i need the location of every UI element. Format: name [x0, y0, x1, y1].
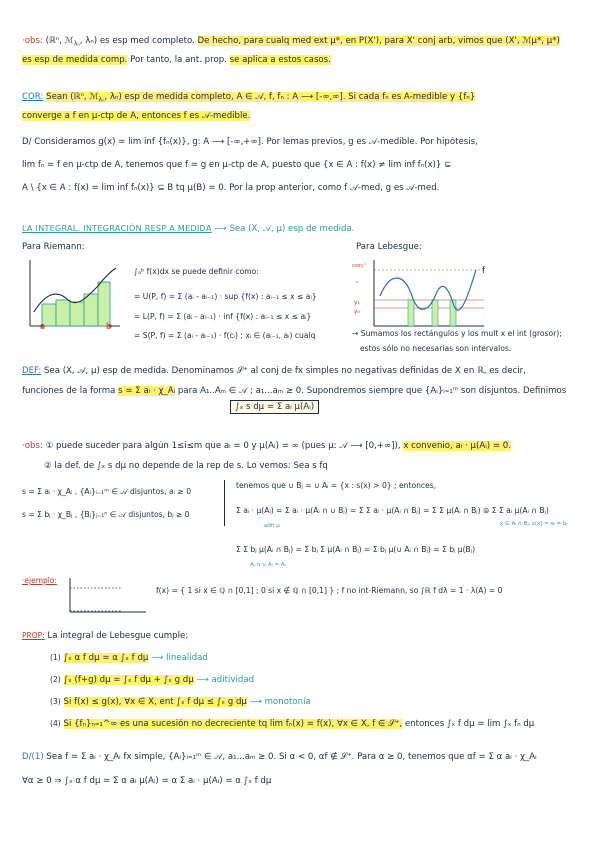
obs2-point1: ① puede suceder para algún 1≤i≤m que aᵢ = 0 y μ(Aᵢ) = ∞ (pues μ: 𝒜 ⟶ [0,+∞]), — [45, 441, 401, 451]
cor-text-a: Sean (ℝⁿ, ℳ — [46, 92, 99, 102]
prop-item-4 — [50, 718, 594, 730]
obs2-note-adit: adit μ — [264, 523, 280, 529]
def-text-1: Sea (X, 𝒜, μ) esp de medida. Denominamos 𝒮⁺ al conj de fx simples no negativas definidas de X en ℝ, es decir, — [43, 366, 526, 376]
cor-proof-3: A \ {x ∈ A : f(x) = lim inf fₙ(x)} ⊆ B tq μ(B) = 0. Por la prop anterior, como f 𝒜-med, g es 𝒜-med. — [22, 183, 440, 193]
obs2-note-2: Aᵢ ∩ ∪ Aᵢ = Aᵢ — [250, 562, 286, 568]
def-tag: DEF: — [22, 366, 42, 376]
cor-proof-2: lim fₙ = f en μ-ctp de A, tenemos que f = g en μ-ctp de A, puesto que {x ∈ A : f(x) ≠ lim inf fₙ(x)} ⊆ — [22, 160, 452, 170]
riemann-a: a — [40, 322, 46, 332]
cor-highlight-2: converge a f en μ-ctp de A, entonces f es 𝒜-medible. — [22, 111, 251, 121]
section-after: ⟶ Sea (X, 𝒜, μ) esp de medida. — [214, 224, 355, 234]
dem-line2: ∀α ≥ 0 ⇒ ∫ₓ α f dμ = Σ α aᵢ μ(Aᵢ) = α Σ aᵢ · μ(Aᵢ) = α ∫ₓ f dμ — [22, 776, 272, 786]
prop-monotonicity-note: ⟶ monotonía — [249, 697, 311, 707]
cor-proof-1: D/ Consideramos g(x) = lim inf {fₙ(x)}, g: A ⟶ [-∞,+∞]. Por lemas previos, g es 𝒜-medible. Por hipótesis, — [22, 137, 478, 147]
obs1-text-c: Por tanto, la ant. prop. — [127, 55, 230, 65]
obs1-line1: ·obs: (ℝⁿ, ℳ$_{\lambda_n}$, λₙ) es esp med completo. De hecho, para cualq med ext μ*, en P(X'), para X' conj arb, vimos que (X', ℳμ*, μ*) — [22, 36, 560, 48]
prop-num-1: (1) — [50, 653, 61, 662]
def-integral-box: ∫ₓ s dμ = Σ aᵢ μ(Aᵢ) — [230, 400, 319, 414]
lebesgue-label: Para Lebesgue: — [356, 242, 422, 252]
obs2-rep-b: s = Σ bⱼ · χ_Bⱼ , {Bⱼ}ⱼ₌₁ⁿ ∈ 𝒜 disjuntos, bⱼ ≥ 0 — [22, 510, 190, 519]
riemann-b: b — [106, 322, 112, 332]
prop-item-1 — [50, 652, 588, 664]
dem-tag: D/(1) — [22, 752, 44, 762]
prop-num-2: (2) — [50, 675, 61, 684]
riemann-sum: = S(P, f) = Σ (aᵢ - aᵢ₋₁) · f(cᵢ) ; xᵢ ∈ (aᵢ₋₁, aᵢ) cualq — [134, 331, 316, 340]
riemann-upper: = U(P, f) = Σ (aᵢ - aᵢ₋₁) · sup {f(x) : aᵢ₋₁ ≤ x ≤ aᵢ} — [134, 292, 317, 301]
riemann-intro: ∫ₐᵇ f(x)dx se puede definir como: — [134, 267, 259, 276]
prop-tag: PROP: — [22, 631, 45, 640]
prop-linearity: ∫ₓ α f dμ = α ∫ₓ f dμ — [63, 653, 149, 663]
riemann-lower: = L(P, f) = Σ (aᵢ - aᵢ₋₁) · inf {f(x) : aᵢ₋₁ ≤ x ≤ aᵢ} — [134, 312, 312, 321]
riemann-label: Para Riemann: — [22, 242, 85, 252]
def-simple-function: s = Σ aᵢ · χ_Aᵢ — [118, 386, 176, 396]
prop-monotone-conclusion: entonces ∫ₓ f dμ = lim ∫ₓ fₙ dμ — [404, 719, 535, 729]
ejemplo-tag: ·ejemplo: — [22, 576, 57, 585]
obs2-note-1: x ∈ Aᵢ ∩ Bⱼ, s(x) = aᵢ = bⱼ — [500, 521, 568, 527]
obs1-highlight-2: es esp de medida comp. — [22, 55, 128, 65]
dem-line1 — [22, 752, 588, 763]
lebesgue-y-y0: y₀ — [354, 308, 360, 315]
lebesgue-note-1: → Sumamos los rectángulos y los mult x el int (grosor); — [352, 329, 562, 338]
prop-additivity: ∫ₓ (f+g) dμ = ∫ₓ f dμ + ∫ₓ g dμ — [63, 675, 194, 685]
obs2-tag: ·obs: — [22, 441, 43, 451]
prop-text: La integral de Lebesgue cumple: — [47, 631, 189, 641]
prop-line — [22, 630, 588, 642]
prop-additivity-note: ⟶ aditividad — [196, 675, 255, 685]
obs1-text-a: (ℝⁿ, ℳ — [45, 36, 74, 46]
lebesgue-y-cosc: ᴄᴏsᴄᵢⁿ — [352, 263, 367, 269]
prop-item-3 — [50, 696, 588, 708]
prop-linearity-note: ⟶ linealidad — [151, 653, 208, 663]
lebesgue-y-y1: y₁ — [354, 299, 360, 306]
prop-monotonicity: Si f(x) ≤ g(x), ∀x ∈ X, ent ∫ₓ f dμ ≤ ∫ₓ g dμ — [63, 697, 247, 707]
obs2-convention: x convenio, aᵢ · μ(Aᵢ) = 0. — [403, 441, 511, 451]
lebesgue-note-2: estos sólo no necesarias son intervalos. — [360, 344, 512, 353]
def-line1 — [22, 366, 588, 377]
def-line2 — [22, 386, 588, 397]
obs2-brace — [224, 480, 226, 526]
cor-text-b: , λₙ) esp de medida completo, A ∈ 𝒜, f, fₙ : A ⟶ [-∞,∞]. Si cada fₙ es A-medible y {fₙ} — [104, 92, 476, 102]
section-heading — [22, 223, 588, 235]
obs2-rep-a: s = Σ aᵢ · χ_Aᵢ , {Aᵢ}ᵢ₌₁ᵐ ∈ 𝒜 disjuntos, aᵢ ≥ 0 — [22, 487, 192, 496]
section-title: LA INTEGRAL. INTEGRACIÓN RESP A MEDIDA — [22, 224, 212, 233]
prop-num-4: (4) — [50, 719, 61, 728]
cor-tag: COR: — [22, 92, 44, 102]
cor-highlight-1: Sean (ℝⁿ, ℳ$_{\lambda_n}$, λₙ) esp de medida completo, A ∈ 𝒜, f, fₙ : A ⟶ [-∞,∞]. Si cada fₙ es A-medible y {fₙ} — [46, 92, 476, 104]
cor-line1 — [22, 92, 588, 106]
def-box-row — [230, 402, 370, 413]
def-text-2c: para A₁..Aₘ ∈ 𝒜 ; a₁...aₘ ≥ 0. Supondremos siempre que {Aᵢ}ᵢ₌₁ᵐ son disjuntos. Definimos — [175, 386, 567, 396]
obs-tag: ·obs: — [22, 36, 43, 46]
def-text-2a: funciones de la forma — [22, 386, 119, 396]
obs2-union: tenemos que ∪ Bⱼ = ∪ Aᵢ = {x : s(x) > 0} ; entonces, — [236, 481, 437, 490]
obs2-point2: ② la def. de ∫ₓ s dμ no depende de la rep de s. Lo vemos: Sea s fq — [44, 461, 328, 471]
ejemplo-graph — [62, 576, 150, 618]
obs1-highlight-3: se aplica a estos casos. — [229, 55, 331, 65]
obs1-highlight: De hecho, para cualq med ext μ*, en P(X'), para X' conj arb, vimos que (X', ℳμ*, μ*) — [197, 36, 560, 46]
obs1-line2 — [22, 55, 588, 66]
cor-line2 — [22, 111, 588, 122]
lebesgue-y-u: ᵤ — [356, 278, 359, 285]
obs2-sum-chain-1: Σ aᵢ · μ(Aᵢ) = Σ aᵢ · μ(Aᵢ ∩ ∪ Bⱼ) = Σ Σ aᵢ · μ(Aᵢ ∩ Bⱼ) = Σ Σ μ(Aᵢ ∩ Bⱼ) ⊜ Σ Σ aᵢ μ(Aᵢ ∩ Bⱼ) — [236, 506, 549, 515]
prop-num-3: (3) — [50, 697, 61, 706]
lebesgue-f-label: f — [482, 266, 486, 276]
prop-monotone-convergence: Si {fₙ}ₙ₌₁^∞ es una sucesión no decreciente tq lim fₙ(x) = f(x), ∀x ∈ X, f ∈ 𝒮⁺, — [63, 719, 403, 729]
prop-item-2 — [50, 674, 588, 686]
ejemplo-text: f(x) = { 1 si x ∈ ℚ ∩ [0,1] ; 0 si x ∉ ℚ ∩ [0,1] } ; f no int-Riemann, so ∫ℝ f dλ = 1 · λ(A) = 0 — [156, 586, 503, 595]
obs2-line1 — [22, 441, 588, 452]
obs2-sum-chain-2: Σ Σ bⱼ μ(Aᵢ ∩ Bⱼ) = Σ bⱼ Σ μ(Aᵢ ∩ Bⱼ) = Σ bⱼ μ(∪ Aᵢ ∩ Bⱼ) = Σ bⱼ μ(Bⱼ) — [236, 545, 476, 554]
obs1-text-b: , λₙ) es esp med completo. — [79, 36, 198, 46]
dem-text-1: Sea f = Σ aᵢ · χ_Aᵢ fx simple, {Aᵢ}ᵢ₌₁ᵐ ∈ 𝒜, a₁...aₘ ≥ 0. Si α < 0, αf ∉ 𝒮⁺. Para α ≥ 0, tenemos que αf = Σ α aᵢ · χ_Aᵢ — [46, 752, 537, 762]
